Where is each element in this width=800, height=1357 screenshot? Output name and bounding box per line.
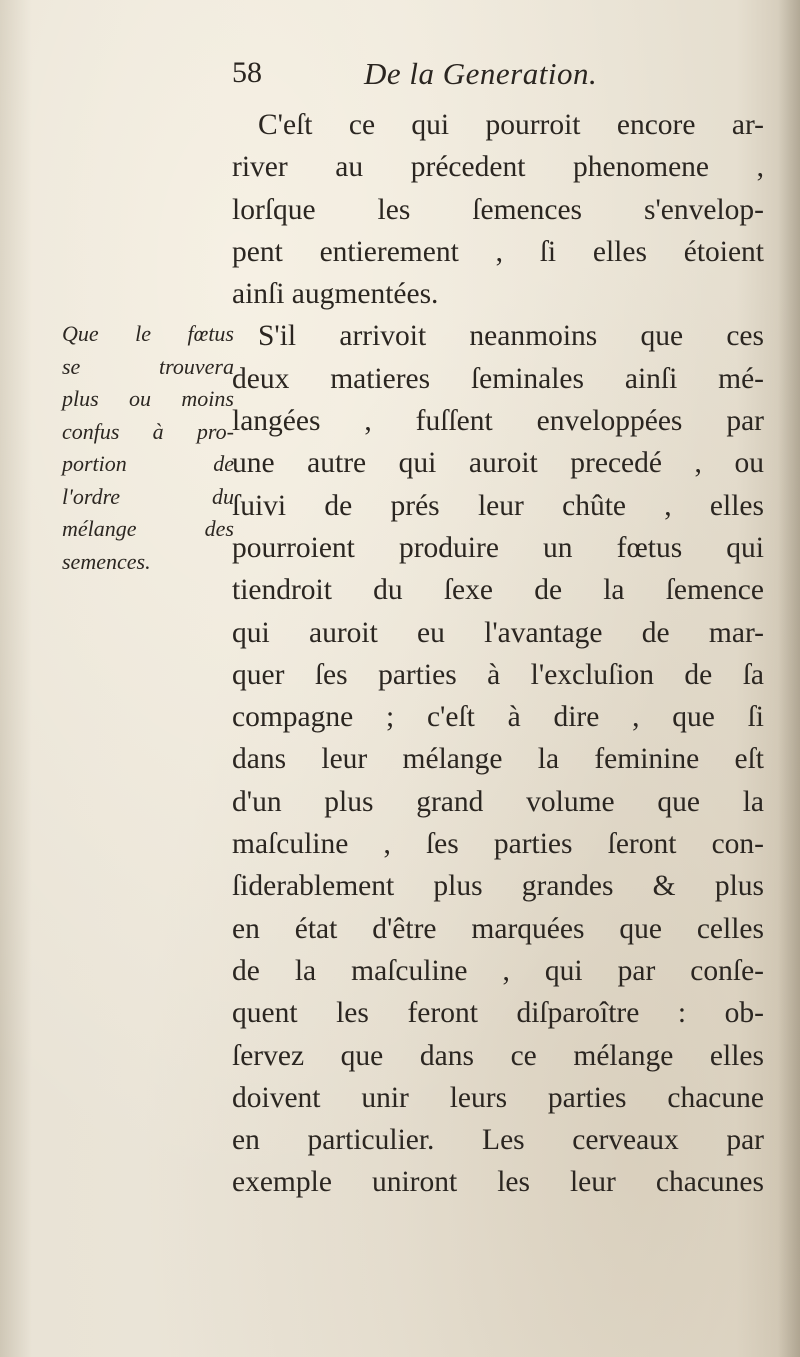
text-line: C'eſt ce qui pourroit encore ar- (258, 109, 764, 141)
main-text (232, 104, 764, 1204)
text-line: lorſque les ſemences s'envelop- (232, 193, 764, 226)
text-line: d'un plus grand volume que la (232, 785, 764, 818)
margin-note-line: semences. (62, 548, 151, 574)
text-line: qui auroit eu l'avantage de mar- (232, 616, 764, 649)
text-line: ainſi augmentées. (232, 278, 439, 311)
margin-note-line: se trouvera (62, 353, 234, 379)
text-line: S'il arrivoit neanmoins que ces (258, 320, 764, 353)
text-line: tiendroit du ſexe de la ſemence (232, 574, 764, 607)
text-line: ſervez que dans ce mélange elles (232, 1039, 764, 1072)
running-title: De la Generation. (364, 56, 598, 91)
text-line: langées , fuſſent enveloppées par (232, 405, 764, 438)
text-line: river au précedent phenomene , (232, 151, 764, 184)
text-line: quent les feront diſparoître : ob- (232, 997, 764, 1030)
margin-note-line: confus à pro- (62, 418, 234, 444)
text-line: de la maſculine , qui par conſe- (232, 954, 764, 987)
text-line: deux matieres ſeminales ainſi mé- (232, 362, 764, 395)
text-line: en état d'être marquées que celles (232, 912, 764, 945)
page-number: 58 (232, 56, 262, 89)
margin-note-line: portion de (62, 451, 234, 476)
margin-note-line: mélange des (62, 516, 234, 541)
text-line: exemple uniront les leur chacunes (232, 1166, 764, 1199)
margin-note-line: l'ordre du (62, 483, 234, 509)
margin-note (62, 318, 234, 578)
page-header (232, 56, 752, 96)
text-line: dans leur mélange la feminine eſt (232, 743, 764, 776)
text-line: quer ſes parties à l'excluſion de ſa (232, 658, 764, 691)
text-line: pent entierement , ſi elles étoient (232, 235, 764, 268)
text-line: en particulier. Les cerveaux par (232, 1124, 764, 1157)
text-line: compagne ; c'eſt à dire , que ſi (232, 701, 764, 734)
text-line: ſuivi de prés leur chûte , elles (232, 489, 764, 522)
text-line: ſiderablement plus grandes & plus (232, 870, 764, 903)
text-line: doivent unir leurs parties chacune (232, 1081, 764, 1114)
margin-note-line: plus ou moins (62, 386, 234, 411)
text-line: pourroient produire un fœtus qui (232, 531, 764, 564)
text-line: une autre qui auroit precedé , ou (232, 447, 764, 480)
margin-note-line: Que le fœtus (62, 321, 234, 346)
text-line: maſculine , ſes parties ſeront con- (232, 828, 764, 861)
